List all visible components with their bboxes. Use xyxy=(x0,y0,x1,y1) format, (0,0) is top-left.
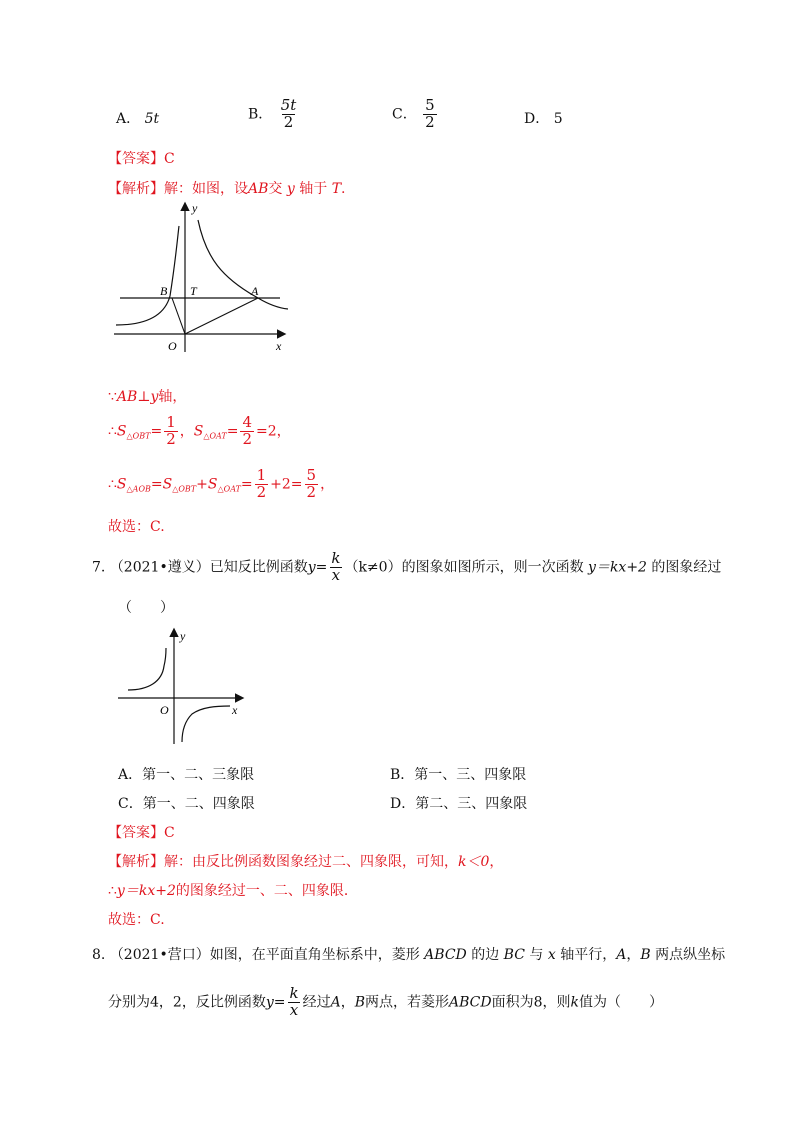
option-letter: D． xyxy=(524,111,550,127)
fraction xyxy=(255,468,269,501)
var-y: y xyxy=(286,181,295,197)
analysis-text: 的图象经过一、二、四象限． xyxy=(175,883,358,899)
q6-analysis-intro xyxy=(108,178,345,198)
comma: ， xyxy=(179,423,194,440)
fraction xyxy=(423,98,437,131)
label-y: y xyxy=(192,201,198,215)
question-text: 的图象经过 xyxy=(651,559,722,576)
option-letter: B． xyxy=(248,106,273,123)
numerator: 5 xyxy=(425,96,435,114)
q6-option-c xyxy=(392,98,439,131)
var-abcd: ABCD xyxy=(449,994,492,1011)
q7-line2 xyxy=(108,880,358,900)
q6-line3 xyxy=(108,468,334,501)
segment-ob xyxy=(172,298,185,334)
var-s: S xyxy=(116,423,127,440)
option-text: A．第一、二、三象限 xyxy=(118,767,255,783)
equals: = xyxy=(273,994,286,1011)
answer-tag: 【答案】 xyxy=(108,151,164,167)
question-text: 分别为4，2，反比例函数 xyxy=(108,994,266,1011)
numerator: 4 xyxy=(242,413,252,431)
analysis-text: 轴， xyxy=(158,389,187,405)
subscript: △OAT xyxy=(203,431,227,441)
numerator: k xyxy=(289,984,299,1002)
q6-line2 xyxy=(108,415,291,448)
analysis-tag: 【解析】 xyxy=(108,854,164,870)
fraction xyxy=(305,468,319,501)
option-letter: C． xyxy=(392,106,417,123)
comma: ， xyxy=(626,947,641,963)
conclusion-text: 故选：C. xyxy=(108,519,165,535)
equals: = xyxy=(226,423,239,440)
var-t: T xyxy=(331,181,342,197)
q6-option-b xyxy=(248,98,300,131)
q6-answer xyxy=(108,148,175,168)
denominator: x xyxy=(289,1000,299,1019)
question-text: 如图，在平面直角坐标系中，菱形 xyxy=(209,947,420,963)
numerator: 1 xyxy=(166,413,176,431)
question-number: 7. xyxy=(92,559,106,576)
q7-question xyxy=(92,551,721,584)
var-y: y xyxy=(265,994,274,1011)
comma: ， xyxy=(340,994,355,1011)
curve-quadrant-2 xyxy=(128,648,166,690)
analysis-text: =2， xyxy=(256,423,291,440)
fraction xyxy=(287,986,300,1019)
option-text: D．第二、三、四象限 xyxy=(390,796,528,812)
perp-symbol: ⊥ xyxy=(137,389,151,405)
q7-option-b xyxy=(390,764,526,784)
q7-option-d xyxy=(390,793,527,813)
subscript: △OBT xyxy=(126,431,151,441)
var-y: y xyxy=(150,389,159,405)
question-text: 的边 xyxy=(471,947,500,963)
var-ab: AB xyxy=(116,389,138,405)
var-ab: AB xyxy=(248,181,269,197)
subscript: △OBT xyxy=(172,484,197,494)
label-x: x xyxy=(276,339,282,353)
denominator: 2 xyxy=(166,429,176,448)
fraction xyxy=(279,98,299,131)
linear-function: y＝kx+2 xyxy=(588,559,647,576)
equals: = xyxy=(150,476,163,493)
q6-line1 xyxy=(108,386,186,406)
numerator: 5 xyxy=(306,466,317,484)
curve-left xyxy=(116,226,179,325)
label-o: O xyxy=(168,339,177,353)
question-text: 的图象如图所示，则一次函数 xyxy=(401,559,584,576)
option-letter: A． xyxy=(116,111,141,127)
denominator: 2 xyxy=(256,482,267,501)
q8-question-line1 xyxy=(92,944,725,964)
option-text: C．第一、二、四象限 xyxy=(118,796,255,812)
var-s: S xyxy=(162,476,173,493)
q6-figure xyxy=(112,198,292,354)
analysis-tag: 【解析】 xyxy=(108,181,164,197)
label-y: y xyxy=(180,629,186,643)
denominator: 2 xyxy=(425,112,435,131)
q6-option-d xyxy=(524,108,563,128)
option-text: B．第一、三、四象限 xyxy=(390,767,527,783)
numerator: k xyxy=(331,549,341,567)
therefore-symbol: ∴ xyxy=(108,423,117,440)
fraction xyxy=(164,415,178,448)
fraction xyxy=(329,551,342,584)
question-text: 轴平行， xyxy=(560,947,617,963)
q7-paren xyxy=(118,597,174,617)
label-t: T xyxy=(190,284,197,298)
question-text: 值为（ ） xyxy=(579,994,664,1011)
var-s: S xyxy=(207,476,218,493)
q6-conclusion xyxy=(108,516,165,536)
equals: = xyxy=(150,423,163,440)
linear-function: y＝kx+2 xyxy=(116,883,176,899)
segment-oa xyxy=(185,298,258,334)
q7-conclusion xyxy=(108,909,165,929)
question-text: 面积为8，则 xyxy=(491,994,571,1011)
answer-tag: 【答案】 xyxy=(108,825,164,841)
therefore-symbol: ∴ xyxy=(108,476,117,493)
because-symbol: ∵ xyxy=(108,389,117,405)
numerator: 5t xyxy=(280,96,297,114)
var-bc: BC xyxy=(503,947,525,963)
var-abcd: ABCD xyxy=(424,947,467,963)
question-source: （2021•营口） xyxy=(109,947,210,963)
var-x: x xyxy=(547,947,556,963)
var-a: A xyxy=(330,994,341,1011)
var-b: B xyxy=(354,994,365,1011)
k-condition: k＜0 xyxy=(458,854,490,870)
q7-option-c xyxy=(118,793,255,813)
label-b: B xyxy=(160,284,168,298)
denominator: 2 xyxy=(242,429,252,448)
option-value: 5 xyxy=(553,111,563,127)
question-text: 经过 xyxy=(302,994,331,1011)
q6-option-a xyxy=(116,108,159,128)
var-a: A xyxy=(616,947,627,963)
q7-option-a xyxy=(118,764,254,784)
denominator: 2 xyxy=(306,482,317,501)
answer-value: C xyxy=(164,825,175,841)
fraction xyxy=(240,415,254,448)
question-text: 两点，若菱形 xyxy=(365,994,449,1011)
option-value: 5t xyxy=(144,111,160,127)
var-k: k xyxy=(570,994,580,1011)
label-o: O xyxy=(160,703,169,717)
var-s: S xyxy=(193,423,204,440)
curve-quadrant-4 xyxy=(182,706,230,742)
therefore-symbol: ∴ xyxy=(108,883,117,899)
curve-right xyxy=(198,220,288,309)
equals: = xyxy=(315,559,328,576)
denominator: 2 xyxy=(283,112,294,131)
q7-analysis xyxy=(108,851,503,871)
question-number: 8. xyxy=(92,947,106,963)
question-source: （2021•遵义） xyxy=(109,559,210,576)
question-text: 两点纵坐标 xyxy=(655,947,726,963)
answer-value: C xyxy=(164,151,175,167)
var-b: B xyxy=(640,947,651,963)
subscript: △AOB xyxy=(126,484,151,494)
analysis-text: 轴于 xyxy=(299,181,328,197)
plus: + xyxy=(196,476,208,493)
analysis-text: 交 xyxy=(268,181,283,197)
subscript: △OAT xyxy=(217,484,241,494)
question-text: 与 xyxy=(529,947,544,963)
var-y: y xyxy=(307,559,316,576)
comma: ， xyxy=(320,476,335,493)
q7-answer xyxy=(108,822,175,842)
comma: ， xyxy=(489,854,504,870)
q7-figure xyxy=(116,626,252,750)
label-a: A xyxy=(251,284,259,298)
q8-question-line2 xyxy=(108,986,663,1019)
label-x: x xyxy=(232,703,238,717)
conclusion-text: 故选：C. xyxy=(108,912,165,928)
analysis-text: 解：由反比例函数图象经过二、四象限，可知， xyxy=(164,854,458,870)
numerator: 1 xyxy=(256,466,267,484)
var-s: S xyxy=(116,476,127,493)
condition: （k≠0） xyxy=(344,559,402,576)
answer-blank: （ ） xyxy=(118,600,174,616)
equals: = xyxy=(240,476,253,493)
denominator: x xyxy=(331,565,341,584)
analysis-text: +2= xyxy=(270,476,303,493)
analysis-text: . xyxy=(341,181,346,197)
analysis-text: 解：如图，设 xyxy=(164,181,248,197)
question-text: 已知反比例函数 xyxy=(209,559,308,576)
